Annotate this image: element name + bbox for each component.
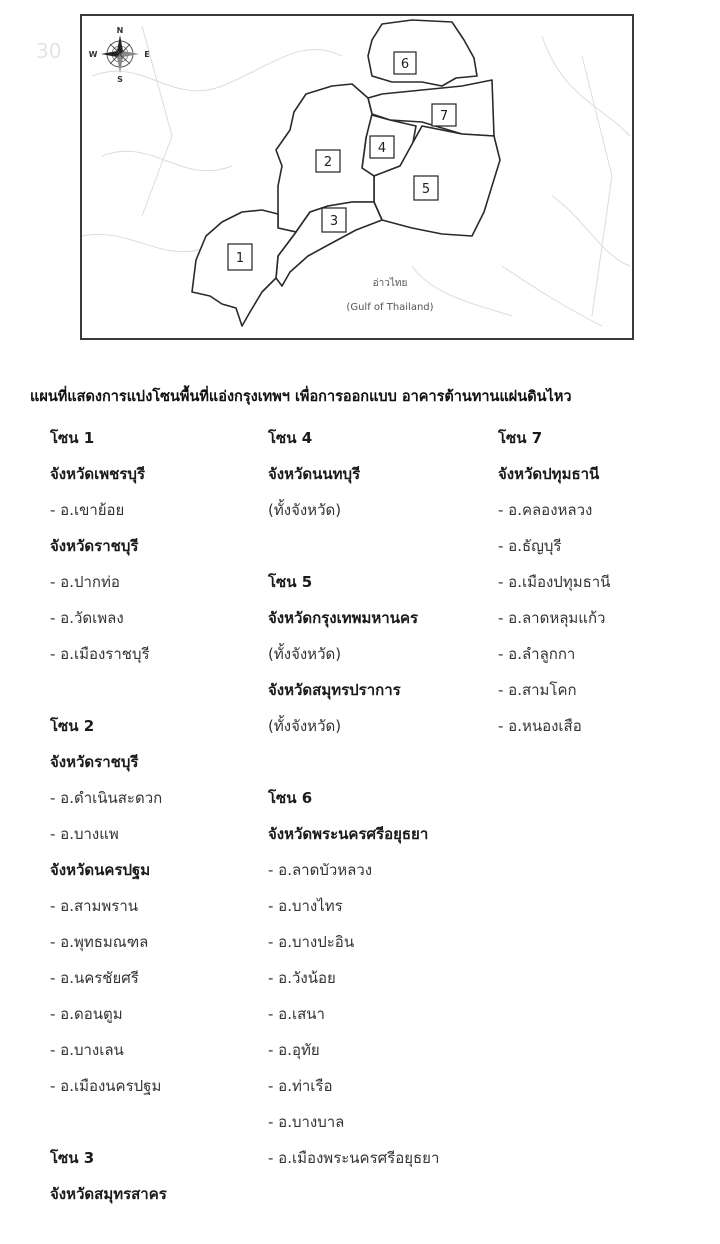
zone-label-6	[394, 52, 416, 74]
zone-5-heading: โซน 5	[268, 573, 313, 591]
zone-label-4	[370, 136, 394, 158]
svg-text:6: 6	[400, 57, 410, 72]
zone-6-region	[368, 20, 477, 86]
compass-north-label: N	[116, 26, 124, 35]
compass-south-label: S	[117, 75, 123, 84]
list-item: - อ.พุทธมณฑล	[50, 933, 149, 951]
zone-4-whole-province-note: (ทั้งจังหวัด)	[268, 501, 342, 519]
list-item: - อ.ลาดบัวหลวง	[268, 861, 373, 879]
column-right	[498, 425, 610, 749]
zone-7-heading: โซน 7	[498, 429, 543, 447]
zone-7-province-1: จังหวัดปทุมธานี	[498, 465, 600, 483]
column-middle	[268, 425, 439, 1181]
list-item: - อ.สามโคก	[498, 681, 577, 699]
zone-3-province-1: จังหวัดสมุทรสาคร	[50, 1185, 167, 1203]
zone-1-province-2: จังหวัดราชบุรี	[50, 537, 139, 555]
zone-5-province-2-note: (ทั้งจังหวัด)	[268, 717, 342, 735]
list-item: - อ.เมืองพระนครศรีอยุธยา	[268, 1149, 440, 1167]
list-item: - อ.หนองเสือ	[498, 717, 582, 735]
zone-5-province-1-note: (ทั้งจังหวัด)	[268, 645, 342, 663]
list-item: - อ.เมืองราชบุรี	[50, 645, 150, 663]
zone-map	[36, 14, 634, 340]
list-item: - อ.ดำเนินสะดวก	[50, 789, 163, 807]
list-item: - อ.เมืองปทุมธานี	[498, 573, 611, 591]
zone-map-svg	[36, 16, 632, 338]
column-left	[50, 425, 167, 1217]
zone-4-province-1: จังหวัดนนทบุรี	[268, 465, 361, 483]
list-item: - อ.บางเลน	[50, 1041, 124, 1059]
list-item: - อ.สามพราน	[50, 897, 139, 915]
zone-label-1	[228, 244, 252, 270]
zone-6-heading: โซน 6	[268, 789, 313, 807]
list-item: - อ.วัดเพลง	[50, 609, 124, 627]
compass-east-label: E	[144, 50, 150, 59]
sea-label-thai: อ่าวไทย	[372, 278, 408, 289]
svg-text:1: 1	[235, 251, 245, 266]
svg-text:5: 5	[421, 182, 431, 197]
svg-text:7: 7	[439, 109, 449, 124]
svg-text:2: 2	[323, 155, 333, 170]
list-item: - อ.เขาย้อย	[50, 501, 125, 519]
compass-west-label: W	[88, 50, 98, 59]
zone-label-5	[414, 176, 438, 200]
sea-label-english: (Gulf of Thailand)	[346, 302, 434, 313]
list-item: - อ.เสนา	[268, 1005, 325, 1023]
zone-5-province-2: จังหวัดสมุทรปราการ	[268, 681, 401, 699]
zone-label-7	[432, 104, 456, 126]
list-item: - อ.บางแพ	[50, 825, 119, 843]
list-item: - อ.ปากท่อ	[50, 573, 120, 591]
list-item: - อ.ธัญบุรี	[498, 537, 562, 555]
list-item: - อ.ดอนตูม	[50, 1005, 123, 1023]
list-item: - อ.คลองหลวง	[498, 501, 593, 519]
list-item: - อ.บางไทร	[268, 897, 343, 915]
svg-text:3: 3	[329, 214, 339, 229]
list-item: - อ.ลำลูกกา	[498, 645, 576, 663]
zone-2-province-1: จังหวัดราชบุรี	[50, 753, 139, 771]
zone-1-province-1: จังหวัดเพชรบุรี	[50, 465, 145, 483]
list-item: - อ.บางปะอิน	[268, 933, 355, 951]
zone-5-province-1: จังหวัดกรุงเทพมหานคร	[268, 609, 419, 627]
zone-label-3	[322, 208, 346, 232]
zone-4-heading: โซน 4	[268, 429, 313, 447]
list-item: - อ.บางบาล	[268, 1113, 345, 1131]
zone-6-province-1: จังหวัดพระนครศรีอยุธยา	[268, 825, 429, 843]
list-item: - อ.วังน้อย	[268, 969, 336, 987]
map-caption: แผนที่แสดงการแบ่งโซนพื้นที่แอ่งกรุงเทพฯ เพื่อการออกแบบ อาคารต้านทานแผ่นดินไหว	[30, 389, 572, 405]
zone-2-heading: โซน 2	[50, 717, 95, 735]
list-item: - อ.นครชัยศรี	[50, 969, 139, 987]
zone-1-heading: โซน 1	[50, 429, 95, 447]
list-item: - อ.เมืองนครปฐม	[50, 1077, 162, 1095]
zone-3-heading: โซน 3	[50, 1149, 95, 1167]
svg-text:4: 4	[377, 141, 387, 156]
list-item: - อ.อุทัย	[268, 1041, 320, 1059]
zone-label-2	[316, 150, 340, 172]
list-item: - อ.ท่าเรือ	[268, 1077, 333, 1095]
watermark-text: 30	[36, 39, 62, 63]
zone-2-province-2: จังหวัดนครปฐม	[50, 861, 151, 879]
list-item: - อ.ลาดหลุมแก้ว	[498, 609, 606, 627]
